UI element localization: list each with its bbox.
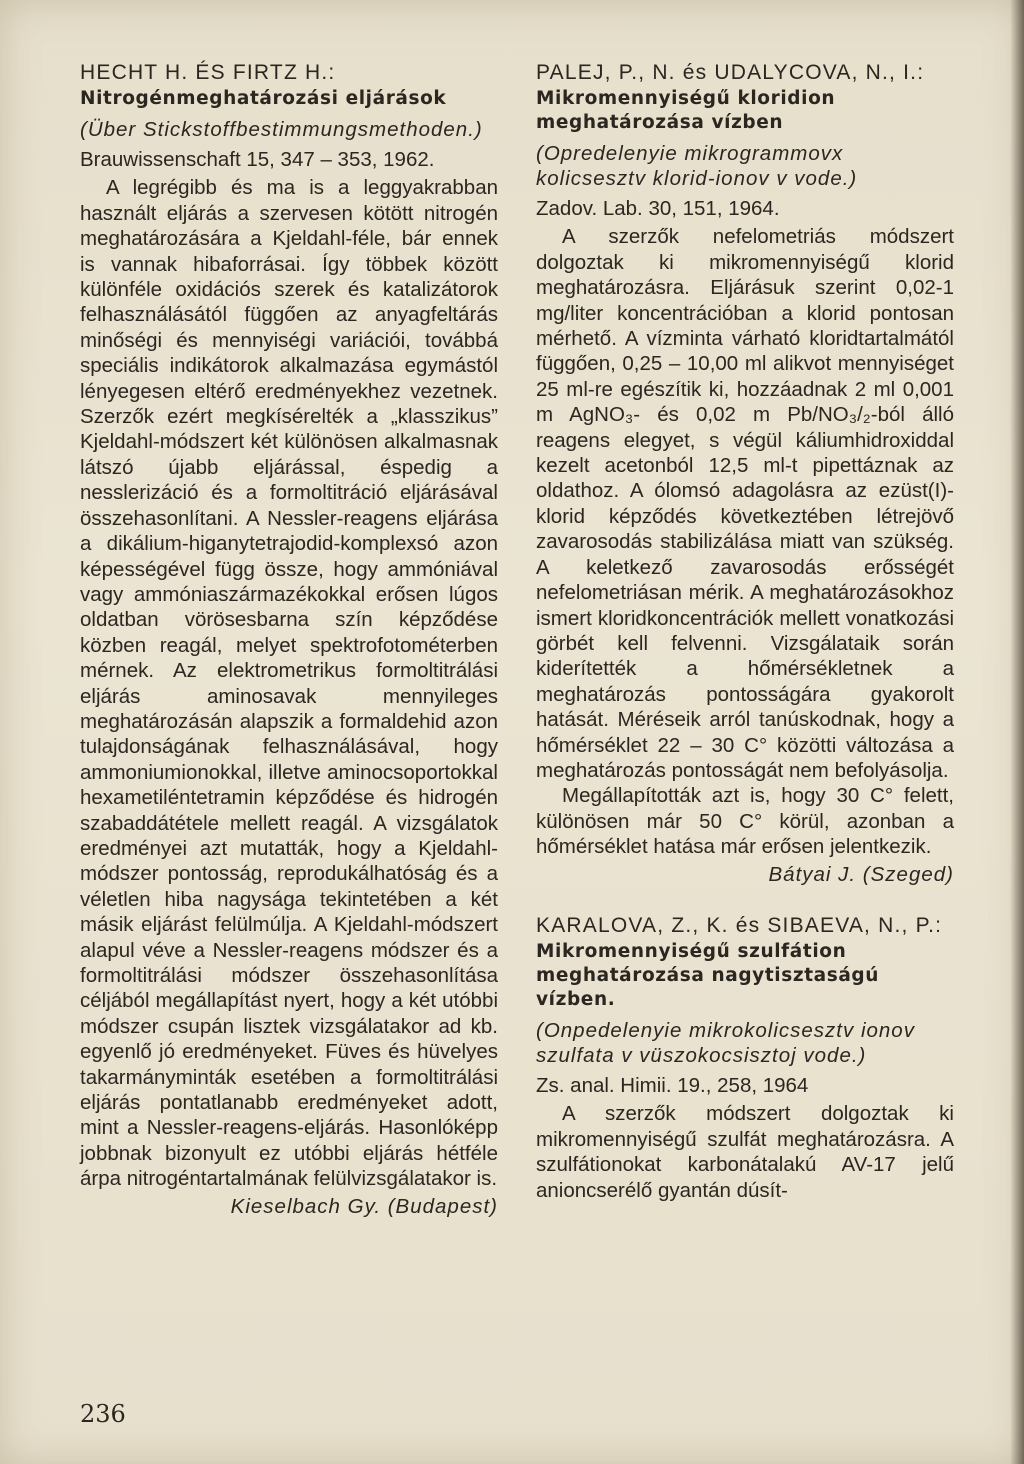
article-paragraph: A szerzők nefelometriás módszert dolgoztak ki mikromennyiségű klorid meghatározásra. Eljárásuk szerint 0,02-1 mg/liter koncentrációban a klorid pontosan mérhető. A vízminta várható kloridtartalmától függően, 0,25 – 10,00 ml alikvot mennyiséget 25 ml-re egészítik ki, hozzáadnak 2 ml 0,001 m AgNO₃- és 0,02 m Pb/NO₃/₂-ból álló reagens elegyet, s végül káliumhidroxiddal kezelt acetonból 12,5 ml-t pipettáznak az oldathoz. A ólomsó adagolásra az ezüst(I)-klorid képződés következtében létrejövő zavarosodás stabilizálása miatt van szükség. A keletkező zavarosodás erősségét nefelometriásan mérik. A meghatározásokhoz ismert kloridkoncentrációk mellett vonatkozási görbét kell felvenni. Vizsgálataik során kiderítették a hőmérsékletnek a meghatározás pontosságára gyakorolt hatását. Méréseik arról tanúskodnak, hogy a hőmérséklet 22 – 30 C° közötti változása a meghatározás pontosságát nem befolyásolja.	[536, 225, 954, 782]
article-signature: Kieselbach Gy. (Budapest)	[230, 1194, 498, 1218]
article-source: Brauwissenschaft 15, 347 – 353, 1962.	[80, 148, 435, 171]
right-column	[536, 60, 954, 1203]
article-source: Zadov. Lab. 30, 151, 1964.	[536, 197, 780, 220]
article-title: Mikromennyiségű szulfátion meghatározása nagytisztaságú vízben.	[536, 940, 880, 1010]
article-body	[536, 224, 954, 859]
article-paragraph: A szerzők módszert dolgoztak ki mikromennyiségű szulfát meghatározásra. A szulfátionokat karbonátalakú AV-17 jelű anioncserélő gyantán dúsít-	[536, 1102, 954, 1202]
article-signature: Bátyai J. (Szeged)	[768, 862, 954, 886]
article-paragraph: Megállapították azt is, hogy 30 C° felett, különösen már 50 C° körül, azonban a hőmérséklet hatása már erősen jelentkezik.	[536, 784, 954, 859]
article-author: HECHT H. ÉS FIRTZ H.:	[80, 61, 336, 84]
article-title: Mikromennyiségű kloridion meghatározása vízben	[536, 88, 836, 133]
left-column	[80, 60, 498, 1219]
article-author: PALEJ, P., N. és UDALYCOVA, N., I.:	[536, 61, 925, 84]
article-body	[80, 175, 498, 1191]
article-original-title: (Über Stickstoffbestimmungsmethoden.)	[80, 118, 483, 141]
article-paragraph: A legrégibb és ma is a leggyakrabban használt eljárás a szervesen kötött nitrogén meghatározására a Kjeldahl-féle, bár ennek is vannak hibaforrásai. Így többek között különféle oxidációs szerek és katalizátorok felhasználásától függően az anyagfeltárás minőségi és mennyiségi variációi, továbbá speciális indikátorok alkalmazása egymástól lényegesen eltérő eredményekhez vezetnek. Szerzők ezért megkísérelték a „klasszikus” Kjeldahl-módszert két különösen alkalmasnak látszó újabb eljárással, éspedig a nesslerizáció és a formoltitráció eljárásával összehasonlítani. A Nessler-reagens eljárása a dikálium-higanytetrajodid-komplexsó azon képességével függ össze, hogy ammóniával vagy ammóniaszármazékokkal erősen lúgos oldatban vörösesbarna szín képződése közben reagál, melyet spektrofotométerben mérnek. Az elektrometrikus formoltitrálási eljárás aminosavak mennyileges meghatározásán alapszik a formaldehid azon tulajdonságának felhasználásával, hogy ammoniumionokkal, illetve aminocsoportokkal hexametiléntetramin képződése és hidrogén szabaddátétele mellett reagál. A vizsgálatok eredményei azt mutatták, hogy a Kjeldahl-módszer pontosság, reprodukálhatóság és a véletlen hiba nagysága tekintetében a két másik eljárást felülmúlja. A Kjeldahl-módszert alapul véve a Nessler-reagens módszer és a formoltitrálási módszer összehasonlítása céljából megállapítást nyert, hogy a két utóbbi módszer csupán lisztek vizsgálatakor ad kb. egyenlő jó eredményeket. Füves és hüvelyes takarmányminták esetében a formoltitrálási eljárás pontatlanabb eredményeket adott, mint a Nessler-reagens-eljárás. Hasonlóképp jobbnak bizonyult ez utóbbi eljárás hétféle árpa nitrogéntartalmának felülvizsgálatakor is.	[80, 176, 498, 1191]
article-title: Nitrogénmeghatározási eljárások	[80, 88, 447, 109]
article-author: KARALOVA, Z., K. és SIBAEVA, N., P.:	[536, 913, 943, 937]
article-original-title: (Opredelenyie mikrogrammovx kolicsesztv klorid-ionov v vode.)	[536, 142, 858, 190]
article-body	[536, 1101, 954, 1203]
page-number: 236	[80, 1400, 126, 1428]
article-source: Zs. anal. Himii. 19., 258, 1964	[536, 1073, 809, 1097]
article-original-title: (Onpedelenyie mikrokolicsesztv ionov szulfata v vüszokocsisztoj vode.)	[536, 1018, 915, 1067]
